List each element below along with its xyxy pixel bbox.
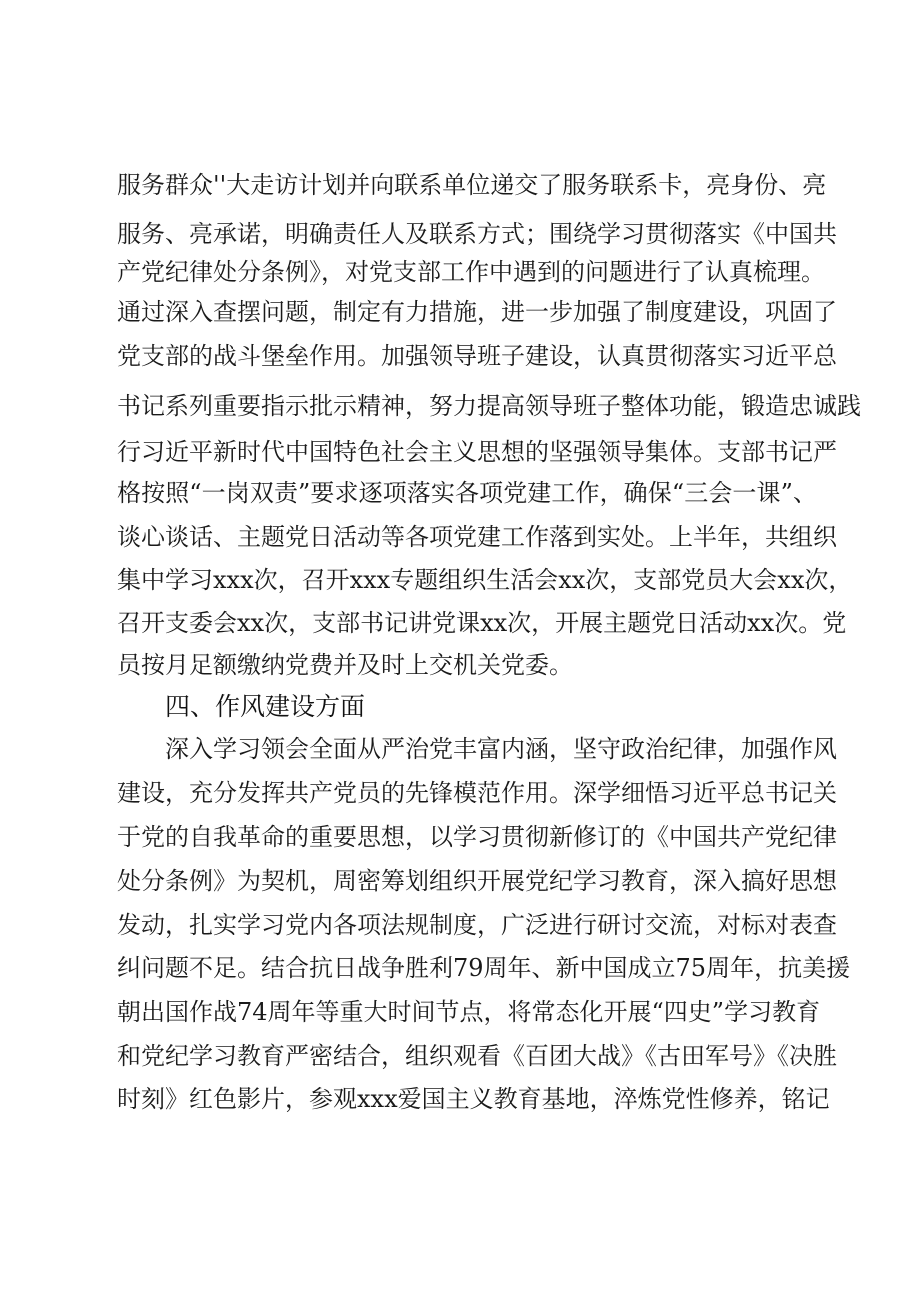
text-line: 党支部的战斗堡垒作用。加强领导班子建设，认真贯彻落实习近平总 xyxy=(117,342,837,370)
text-line: 和党纪学习教育严密结合，组织观看《百团大战》《古田军号》《决胜 xyxy=(117,1042,837,1070)
text-line: 书记系列重要指示批示精神，努力提高领导班子整体功能，锻造忠诚践 xyxy=(117,392,861,420)
text-line: 建设，充分发挥共产党员的先锋模范作用。深学细悟习近平总书记关 xyxy=(117,779,837,807)
text-line: 时刻》红色影片，参观xxx爱国主义教育基地，淬炼党性修养，铭记 xyxy=(117,1085,830,1113)
section-heading: 四、作风建设方面 xyxy=(165,692,366,721)
text-line: 产党纪律处分条例》，对党支部工作中遇到的问题进行了认真梳理。 xyxy=(117,258,825,286)
text-line: 集中学习xxx次，召开xxx专题组织生活会xx次，支部党员大会xx次， xyxy=(117,566,853,594)
text-line: 通过深入查摆问题，制定有力措施，进一步加强了制度建设，巩固了 xyxy=(117,298,837,326)
text-line: 员按月足额缴纳党费并及时上交机关党委。 xyxy=(117,651,573,679)
text-line: 召开支委会xx次，支部书记讲党课xx次，开展主题党日活动xx次。党 xyxy=(117,609,847,637)
text-line: 格按照“一岗双责”要求逐项落实各项党建工作，确保“三会一课”、 xyxy=(117,479,817,507)
text-line: 纠问题不足。结合抗日战争胜利79周年、新中国成立75周年，抗美援 xyxy=(117,954,851,982)
text-line: 行习近平新时代中国特色社会主义思想的坚强领导集体。支部书记严 xyxy=(117,438,837,466)
text-line: 发动，扎实学习党内各项法规制度，广泛进行研讨交流，对标对表查 xyxy=(117,911,837,939)
text-line: 服务群众''大走访计划并向联系单位递交了服务联系卡，亮身份、亮 xyxy=(117,171,827,199)
text-line: 服务、亮承诺，明确责任人及联系方式；围绕学习贯彻落实《中国共 xyxy=(117,220,837,248)
text-line: 朝出国作战74周年等重大时间节点，将常态化开展“四史”学习教育 xyxy=(117,998,821,1026)
text-line: 处分条例》为契机，周密筹划组织开展党纪学习教育，深入搞好思想 xyxy=(117,867,837,895)
text-line: 深入学习领会全面从严治党丰富内涵，坚守政治纪律，加强作风 xyxy=(165,735,837,763)
text-line: 谈心谈话、主题党日活动等各项党建工作落到实处。上半年，共组织 xyxy=(117,523,837,551)
text-line: 于党的自我革命的重要思想，以学习贯彻新修订的《中国共产党纪律 xyxy=(117,823,837,851)
